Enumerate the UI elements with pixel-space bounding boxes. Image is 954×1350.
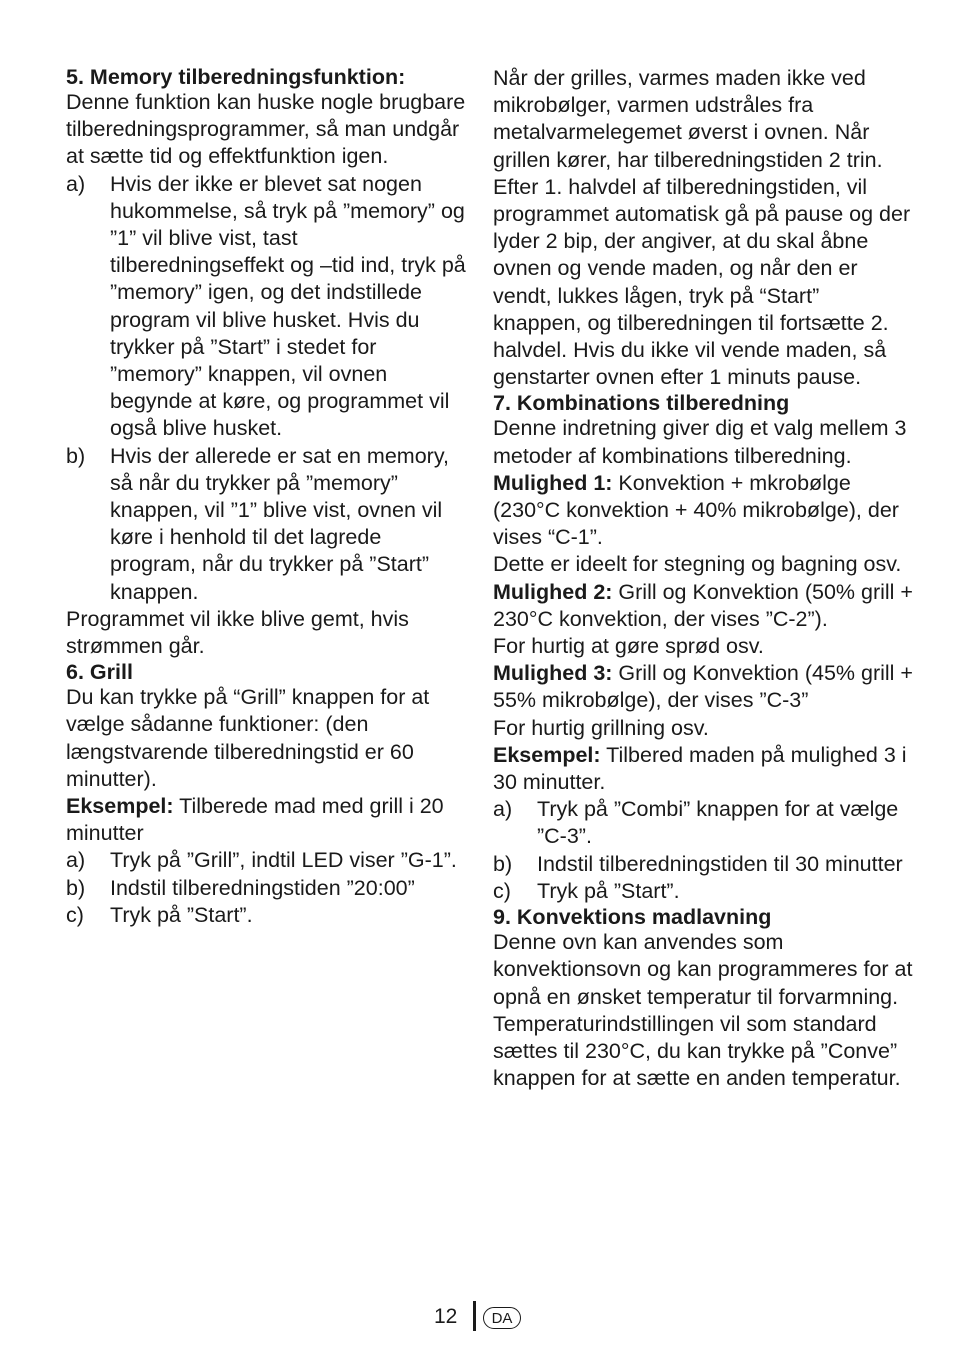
section-6-example: [66, 793, 466, 847]
list-marker: a): [493, 797, 513, 822]
section-7-intro: Denne indretning giver dig et valg mellem 3 metoder af kombinations tilberedning.: [493, 416, 907, 468]
option-1-note: Dette er ideelt for stegning og bagning osv.: [493, 552, 902, 577]
page-number: 12: [434, 1305, 458, 1328]
section-7-title: 7. Kombinations tilberedning: [493, 391, 790, 416]
list-item-text: Indstil tilberedningstiden ”20:00”: [110, 875, 415, 900]
section-6-item-a: [66, 847, 466, 874]
option-3-text: Grill og Konvektion (45% grill + 55% mikrobølge), der vises ”C-3”: [493, 661, 913, 713]
section-7-item-b: [493, 851, 913, 878]
list-marker: b): [66, 443, 86, 468]
section-7-example: [493, 742, 913, 796]
list-marker: c): [66, 902, 84, 927]
option-2-label: Mulighed 2:: [493, 579, 613, 604]
section-7-item-a: [493, 796, 913, 850]
list-item-text: Hvis der allerede er sat en memory, så når du trykker på ”memory” knappen, vil ”1” blive vist, ovnen vil køre i henhold til det lagrede program, når du trykker på ”Start” knappen.: [110, 443, 449, 604]
option-1-label: Mulighed 1:: [493, 470, 613, 495]
option-1-text: Konvektion + mkrobølge (230°C konvektion + 40% mikrobølge), der vises “C-1”.: [493, 470, 899, 550]
language-badge: DA: [483, 1307, 521, 1329]
option-3-note: For hurtig grillning osv.: [493, 715, 709, 740]
footer-divider: [473, 1301, 476, 1331]
grill-continuation: Når der grilles, varmes maden ikke ved mikrobølger, varmen udstråles fra metalvarmelegemet øverst i ovnen. Når grillen kører, har tilberedningstiden 2 trin. Efter 1. halvdel af tilberedningstiden, vil programmet automatisk gå på pause og der lyder 2 bip, der angiver, at du skal åbne ovnen og vende maden, og når den er vendt, lukkes lågen, tryk på “Start” knappen, og tilberedningen til fortsætte 2. halvdel. Hvis du ikke vil vende maden, så genstarter ovnen efter 1 minuts pause.: [493, 66, 911, 390]
example-label: Eksempel:: [66, 794, 174, 819]
section-9-text: Denne ovn kan anvendes som konvektionsovn og kan programmeres for at opnå en ønsket temperatur til forvarmning. Temperaturindstillingen vil som standard sættes til 230°C, du kan trykke på ”Conve” knappen for at sætte en anden temperatur.: [493, 930, 913, 1091]
list-marker: b): [66, 875, 86, 900]
list-marker: a): [66, 171, 86, 196]
list-item-text: Indstil tilberedningstiden til 30 minutter: [537, 851, 903, 876]
list-marker: c): [493, 878, 511, 903]
section-5-intro: Denne funktion kan huske nogle brugbare tilberedningsprogrammer, så man undgår at sætte tid og effektfunktion igen.: [66, 90, 466, 169]
list-item-text: Tryk på ”Start”.: [110, 902, 253, 927]
section-6-item-c: [66, 902, 466, 929]
option-2-note: For hurtig at gøre sprød osv.: [493, 634, 764, 659]
section-5-note: Programmet vil ikke blive gemt, hvis strømmen går.: [66, 606, 409, 659]
section-5-item-a: [66, 171, 466, 443]
example-label: Eksempel:: [493, 742, 601, 767]
option-1: [493, 470, 913, 552]
left-column: [66, 65, 466, 929]
section-9-title: 9. Konvektions madlavning: [493, 905, 772, 930]
section-5-item-b: [66, 443, 466, 606]
section-6-title: 6. Grill: [66, 660, 133, 685]
list-item-text: Hvis der ikke er blevet sat nogen hukommelse, så tryk på ”memory” og ”1” vil blive vist, tast tilberedningseffekt og –tid ind, tryk på ”memory” igen, og det indstillede program vil blive husket. Hvis du trykker på ”Start” i stedet for ”memory” knappen, vil ovnen begynde at køre, og programmet vil også blive husket.: [110, 171, 466, 441]
option-2-text: Grill og Konvektion (50% grill + 230°C konvektion, der vises ”C-2”).: [493, 579, 913, 631]
list-item-text: Tryk på ”Grill”, indtil LED viser ”G-1”.: [110, 848, 457, 873]
list-marker: b): [493, 851, 513, 876]
section-7-item-c: [493, 878, 913, 905]
right-column: [493, 65, 913, 1092]
section-6-intro: Du kan trykke på “Grill” knappen for at vælge sådanne funktioner: (den længstvarende tilberedningstid er 60 minutter).: [66, 685, 430, 791]
option-3-label: Mulighed 3:: [493, 661, 613, 686]
option-3: [493, 660, 913, 714]
section-6-item-b: [66, 875, 466, 902]
option-2: [493, 579, 913, 633]
section-5-title: 5. Memory tilberedningsfunktion:: [66, 65, 406, 89]
page-footer: [0, 1300, 954, 1340]
list-item-text: Tryk på ”Combi” knappen for at vælge ”C-3”.: [537, 797, 899, 849]
list-marker: a): [66, 848, 86, 873]
list-item-text: Tryk på ”Start”.: [537, 878, 680, 903]
example-text: Tilbered maden på mulighed 3 i 30 minutter.: [493, 742, 907, 795]
example-text: Tilberede mad med grill i 20 minutter: [66, 794, 444, 846]
